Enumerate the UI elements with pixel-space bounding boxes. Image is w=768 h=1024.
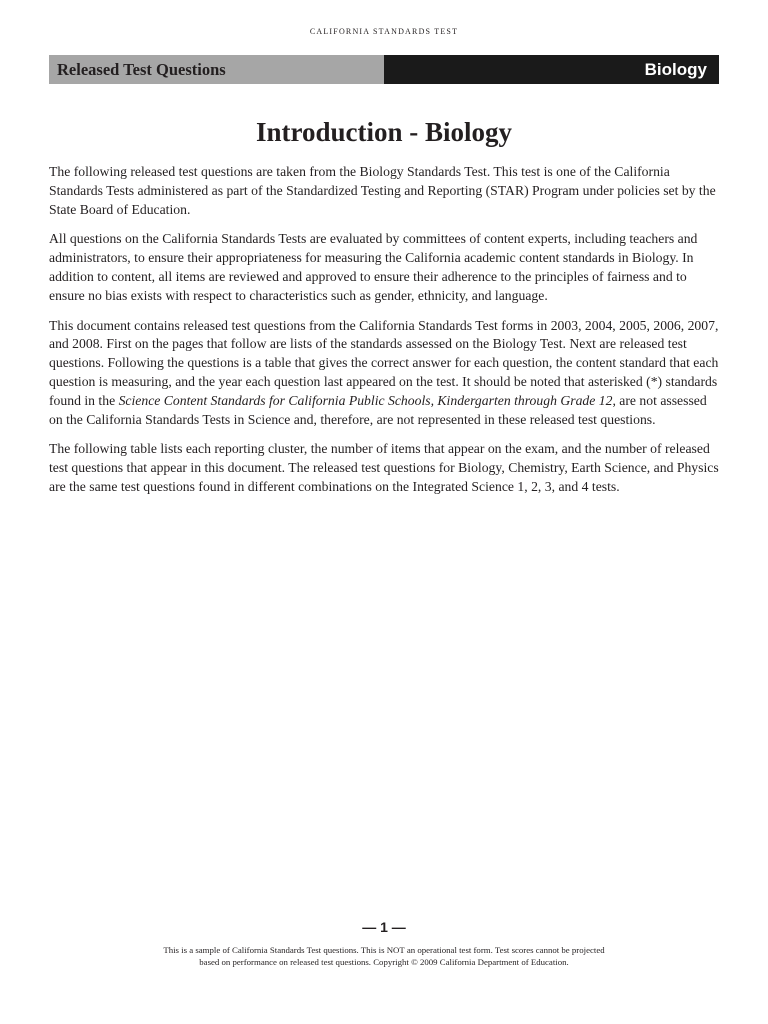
footer-line-2: based on performance on released test questions. Copyright © 2009 California Department of Education.	[199, 957, 569, 967]
paragraph-evaluation: All questions on the California Standards Tests are evaluated by committees of content experts, including teachers and administrators, to ensure their appropriateness for measuring the California academic content standards in Biology. In addition to content, all items are reviewed and approved to ensure their adherence to the principles of fairness and to ensure no bias exists with respect to characteristics such as gender, ethnicity, and language.	[49, 231, 698, 303]
paragraph-overview: The following released test questions are taken from the Biology Standards Test. This test is one of the California Standards Tests administered as part of the Standardized Testing and Reporting (STAR) Program under policies set by the State Board of Education.	[49, 164, 716, 217]
subject-label: Biology	[384, 55, 719, 84]
released-test-questions-label: Released Test Questions	[49, 55, 384, 84]
standards-document-title: Science Content Standards for California Public Schools, Kindergarten through Grade 12	[118, 392, 613, 408]
section-banner	[49, 55, 719, 84]
paragraph-reporting-clusters: The following table lists each reporting cluster, the number of items that appear on the exam, and the number of released test questions that appear in this document. The released test questions for Biology, Chemistry, Earth Science, and Physics are the same test questions found in different combinations on the Integrated Science 1, 2, 3, and 4 tests.	[49, 441, 719, 494]
page-title: Introduction - Biology	[255, 117, 513, 147]
paragraph-text: , are not assessed on the California Standards Tests in Science and, therefore, are not represented in these released test questions.	[49, 392, 707, 427]
footer-disclaimer	[0, 944, 768, 968]
footer-line-1: This is a sample of California Standards Test questions. This is NOT an operational test form. Test scores cannot be projected	[163, 945, 605, 955]
test-name-header: CALIFORNIA STANDARDS TEST	[309, 27, 459, 36]
paragraph-document-contents	[49, 317, 719, 430]
introduction-body	[49, 163, 719, 508]
page-number: — 1 —	[362, 919, 406, 935]
paragraph-text: This document contains released test questions from the California Standards Test forms in 2003, 2004, 2005, 2006, 2007, and 2008. First on the pages that follow are lists of the standards assessed on the Biology Test. Next are released test questions. Following the questions is a table that gives the correct answer for each question, the content standard that each question is measuring, and the year each question last appeared on the test. It should be noted that asterisked (*) standards found in the	[49, 317, 719, 408]
